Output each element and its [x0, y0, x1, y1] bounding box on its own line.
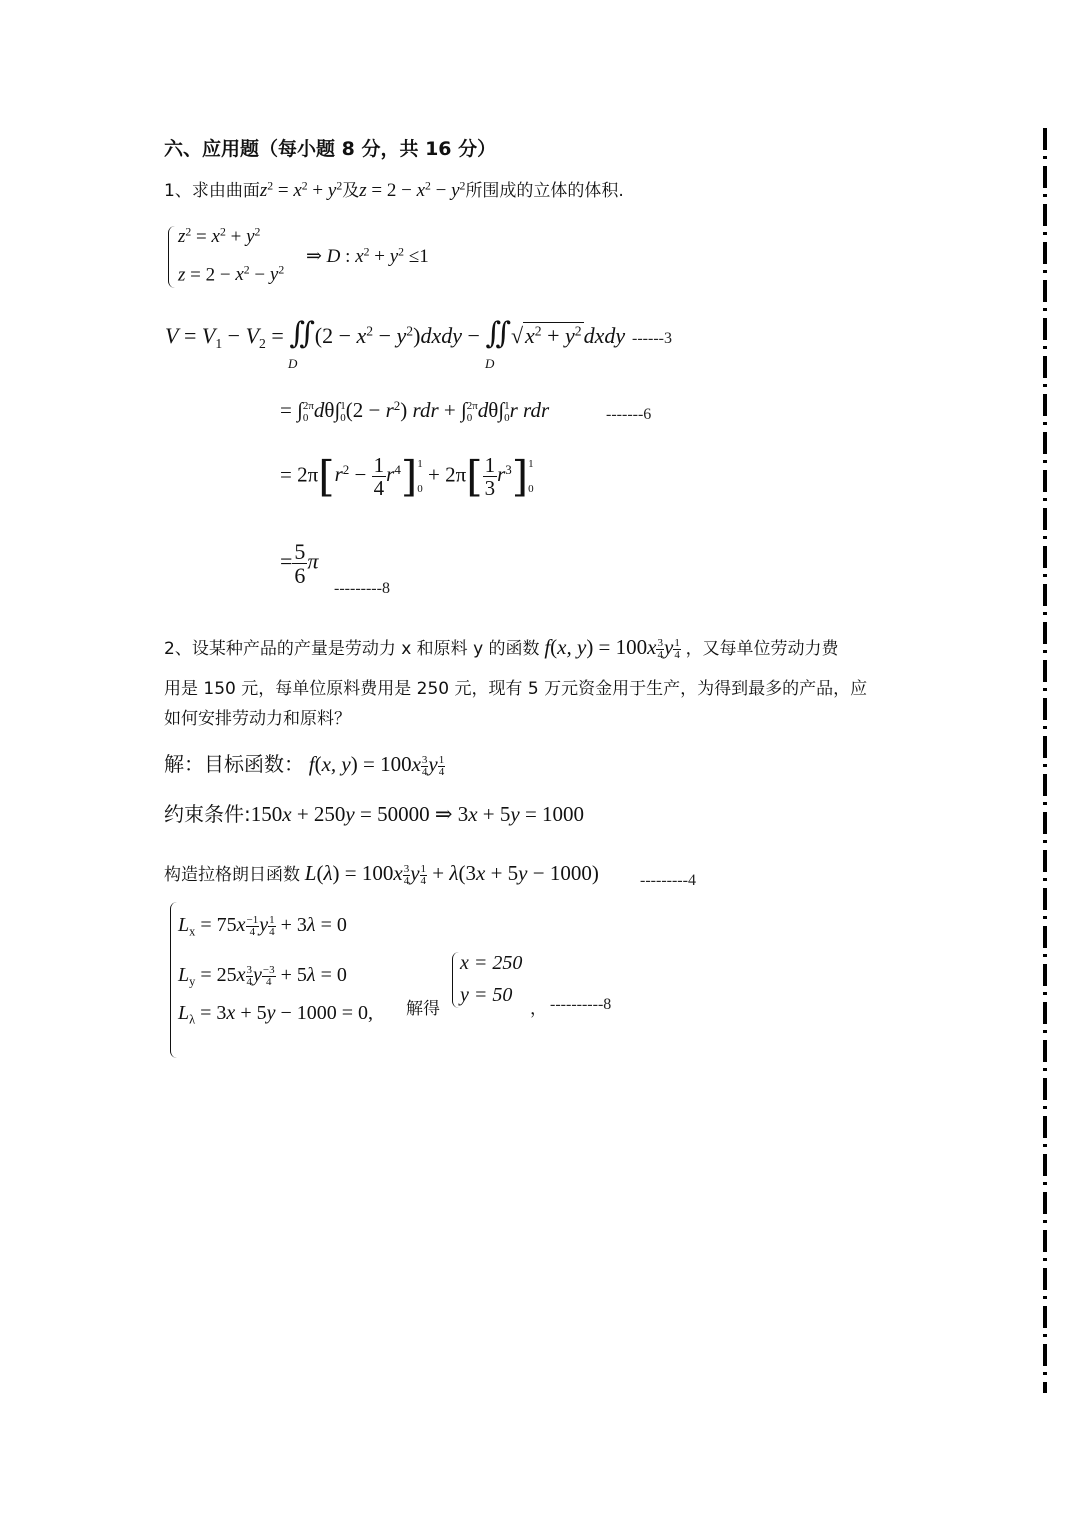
binding-dash-line	[1043, 128, 1047, 1393]
score-mark-6: -------6	[606, 406, 652, 423]
solution-y: y = 50	[460, 984, 513, 1006]
solve-label: 解得	[406, 999, 440, 1019]
q2-prompt-line3: 如何安排劳动力和原料？	[164, 709, 351, 729]
solution-brace	[452, 952, 459, 1008]
constraint-label: 约束条件:	[164, 802, 251, 826]
constraint-line: 约束条件:150x + 250y = 50000 ⇒ 3x + 5y = 1000	[164, 802, 585, 826]
q1-prompt: 1、求由曲面$z^2 = x^2 + y^2$及$z = 2 - x^2 - y^2$所围成的立体的体积.	[164, 179, 624, 201]
eq-Lx: $L_x = 75x$ $\frac{-1}{4}$ y $\frac{1}{4}$ + 3λ = 0	[178, 914, 347, 939]
q1-prompt-pre: 1、求由曲面	[164, 181, 260, 201]
q2-prompt-line1: 2、设某种产品的产量是劳动力 x 和原料 y 的函数 f(x, y) = 100x $\frac{3}{4}$ y $\frac{1}{4}$ ，又每单位劳动力费	[164, 635, 839, 662]
solution-comma: ，	[530, 999, 547, 1019]
objective-label: 解：目标函数：	[164, 752, 304, 776]
q2-prompt-tail: ，又每单位劳动力费	[685, 639, 839, 659]
score-mark-4: ---------4	[640, 872, 696, 889]
system-eq-2: $z = 2 - x^2 - y^2$	[178, 264, 285, 286]
polar-integral: = ∫ 2π 0 dθ∫ 1 0 $(2 - r^2)$ rdr + ∫ 2π 0 dθ∫ 1 0 r rdr	[280, 398, 550, 425]
score-mark-8-q2: ----------8	[550, 996, 612, 1013]
score-mark-8-q1: ---------8	[334, 580, 390, 597]
evaluation-line: = $2\pi[r^2$ − $\frac{1}{4}$ $r^4$] 1 0 + 2π[ $\frac{1}{3}$ $r^3$] 1 0	[280, 452, 534, 501]
volume-result: = $\frac{5}{6}$ π	[280, 539, 319, 589]
eq-Ly: $L_y = 25x$ $\frac{3}{4}$ y $\frac{-3}{4}$ + 5λ = 0	[178, 964, 347, 989]
system-brace-1	[168, 226, 175, 288]
int-subscript-D2: D	[485, 356, 495, 371]
section-heading: 六、应用题（每小题 8 分，共 16 分）	[164, 138, 497, 160]
int-subscript-D1: D	[288, 356, 298, 371]
solution-x: x = 250	[460, 952, 523, 974]
volume-formula: $V = V_1 - V_2$ = ∬(2 − $x^2$ − $y^2)dxdy$ − $∬√x^2$ + $y^2dxdy$	[165, 317, 626, 351]
score-mark-3: ------3	[632, 330, 672, 347]
system-brace-2	[170, 902, 177, 1058]
q2-prompt-text-1: 2、设某种产品的产量是劳动力 x 和原料 y 的函数	[164, 639, 540, 659]
lagrange-label: 构造拉格朗日函数	[164, 865, 300, 885]
system-eq-1: $z^2 = x^2 + y^2$	[178, 226, 261, 248]
q2-prompt-line2: 用是 150 元，每单位原料费用是 250 元，现有 5 万元资金用于生产，为得到最多的产品，应	[164, 679, 868, 699]
objective-function: 解：目标函数： f(x, y) = 100x $\frac{3}{4}$ y $\frac{1}{4}$	[164, 752, 445, 779]
eq-Llambda: $L_\lambda = 3x + 5y - 1000 = 0$,	[178, 1002, 374, 1027]
q1-prompt-post: 所围成的立体的体积.	[465, 181, 624, 201]
q1-prompt-mid: 及	[342, 181, 360, 201]
lagrange-line: 构造拉格朗日函数 L(λ) = 100x $\frac{3}{4}$ y $\frac{1}{4}$ + λ(3x + 5y − 1000)	[164, 861, 599, 888]
domain-D: ⇒ D : $x^2 + y^2 \le 1$	[306, 245, 429, 267]
